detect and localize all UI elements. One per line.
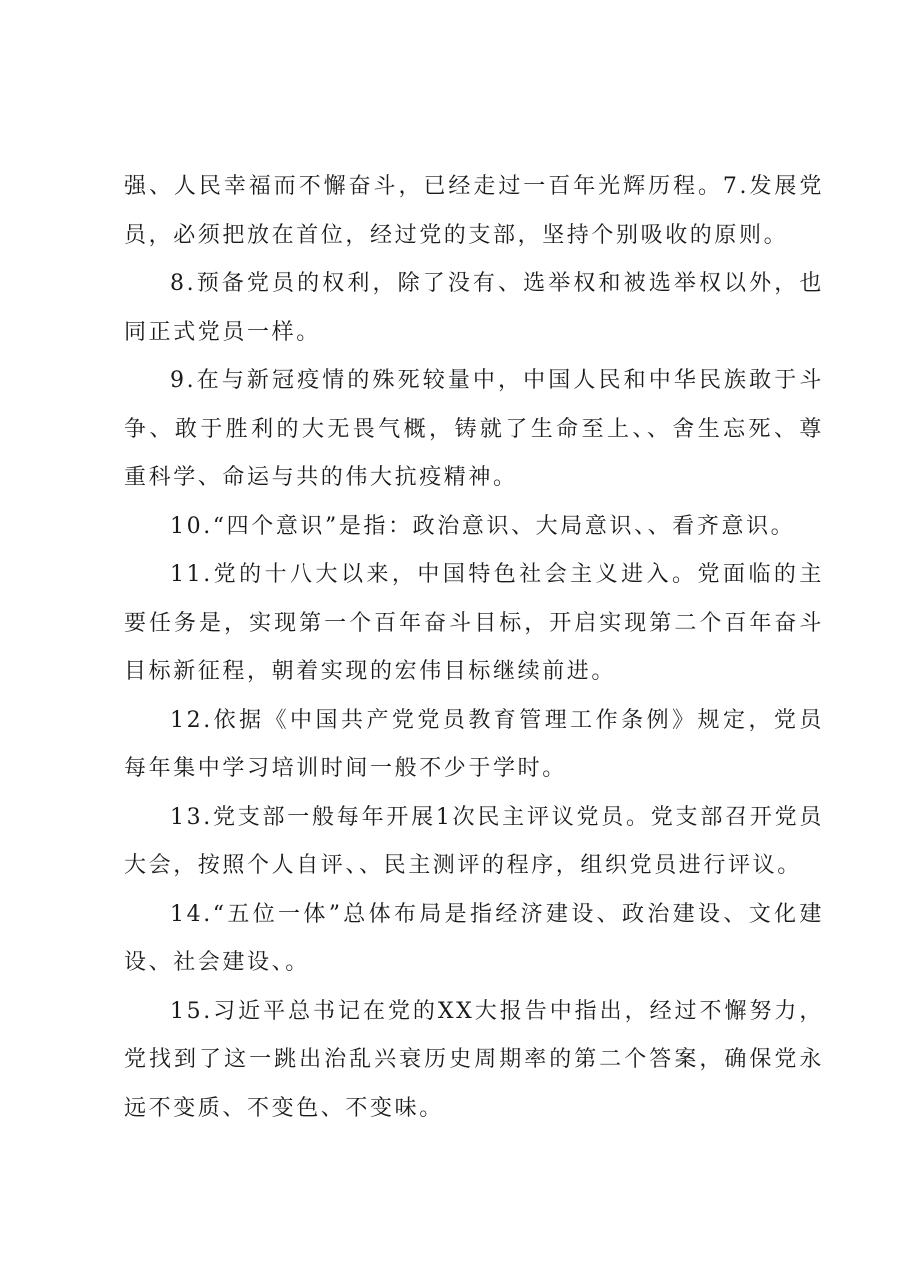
paragraph-item-9: 9.在与新冠疫情的殊死较量中，中国人民和中华民族敢于斗争、敢于胜利的大无畏气概，铸就了生命至上、、舍生忘死、尊重科学、命运与共的伟大抗疫精神。 [124, 368, 824, 490]
paragraph-item-10: 10.“四个意识”是指：政治意识、大局意识、、看齐意识。 [170, 513, 796, 539]
paragraph-item-12: 12.依据《中国共产党党员教育管理工作条例》规定，党员每年集中学习培训时间一般不少于学时。 [124, 707, 824, 781]
paragraph-item-11: 11.党的十八大以来，中国特色社会主义进入。党面临的主要任务是，实现第一个百年奋斗目标，开启实现第二个百年奋斗目标新征程，朝着实现的宏伟目标继续前进。 [124, 562, 824, 684]
paragraph-item-13: 13.党支部一般每年开展1次民主评议党员。党支部召开党员大会，按照个人自评、、民主测评的程序，组织党员进行评议。 [124, 804, 824, 878]
document-body [124, 163, 824, 1133]
paragraph-item-14: 14.“五位一体”总体布局是指经济建设、政治建设、文化建设、社会建设、。 [124, 901, 824, 975]
paragraph-item-8: 8.预备党员的权利，除了没有、选举权和被选举权以外，也同正式党员一样。 [124, 271, 824, 345]
paragraph-continuation: 强、人民幸福而不懈奋斗，已经走过一百年光辉历程。7.发展党员，必须把放在首位，经过党的支部，坚持个别吸收的原则。 [124, 174, 824, 248]
paragraph-item-15: 15.习近平总书记在党的XX大报告中指出，经过不懈努力，党找到了这一跳出治乱兴衰历史周期率的第二个答案，确保党永远不变质、不变色、不变味。 [124, 998, 824, 1121]
